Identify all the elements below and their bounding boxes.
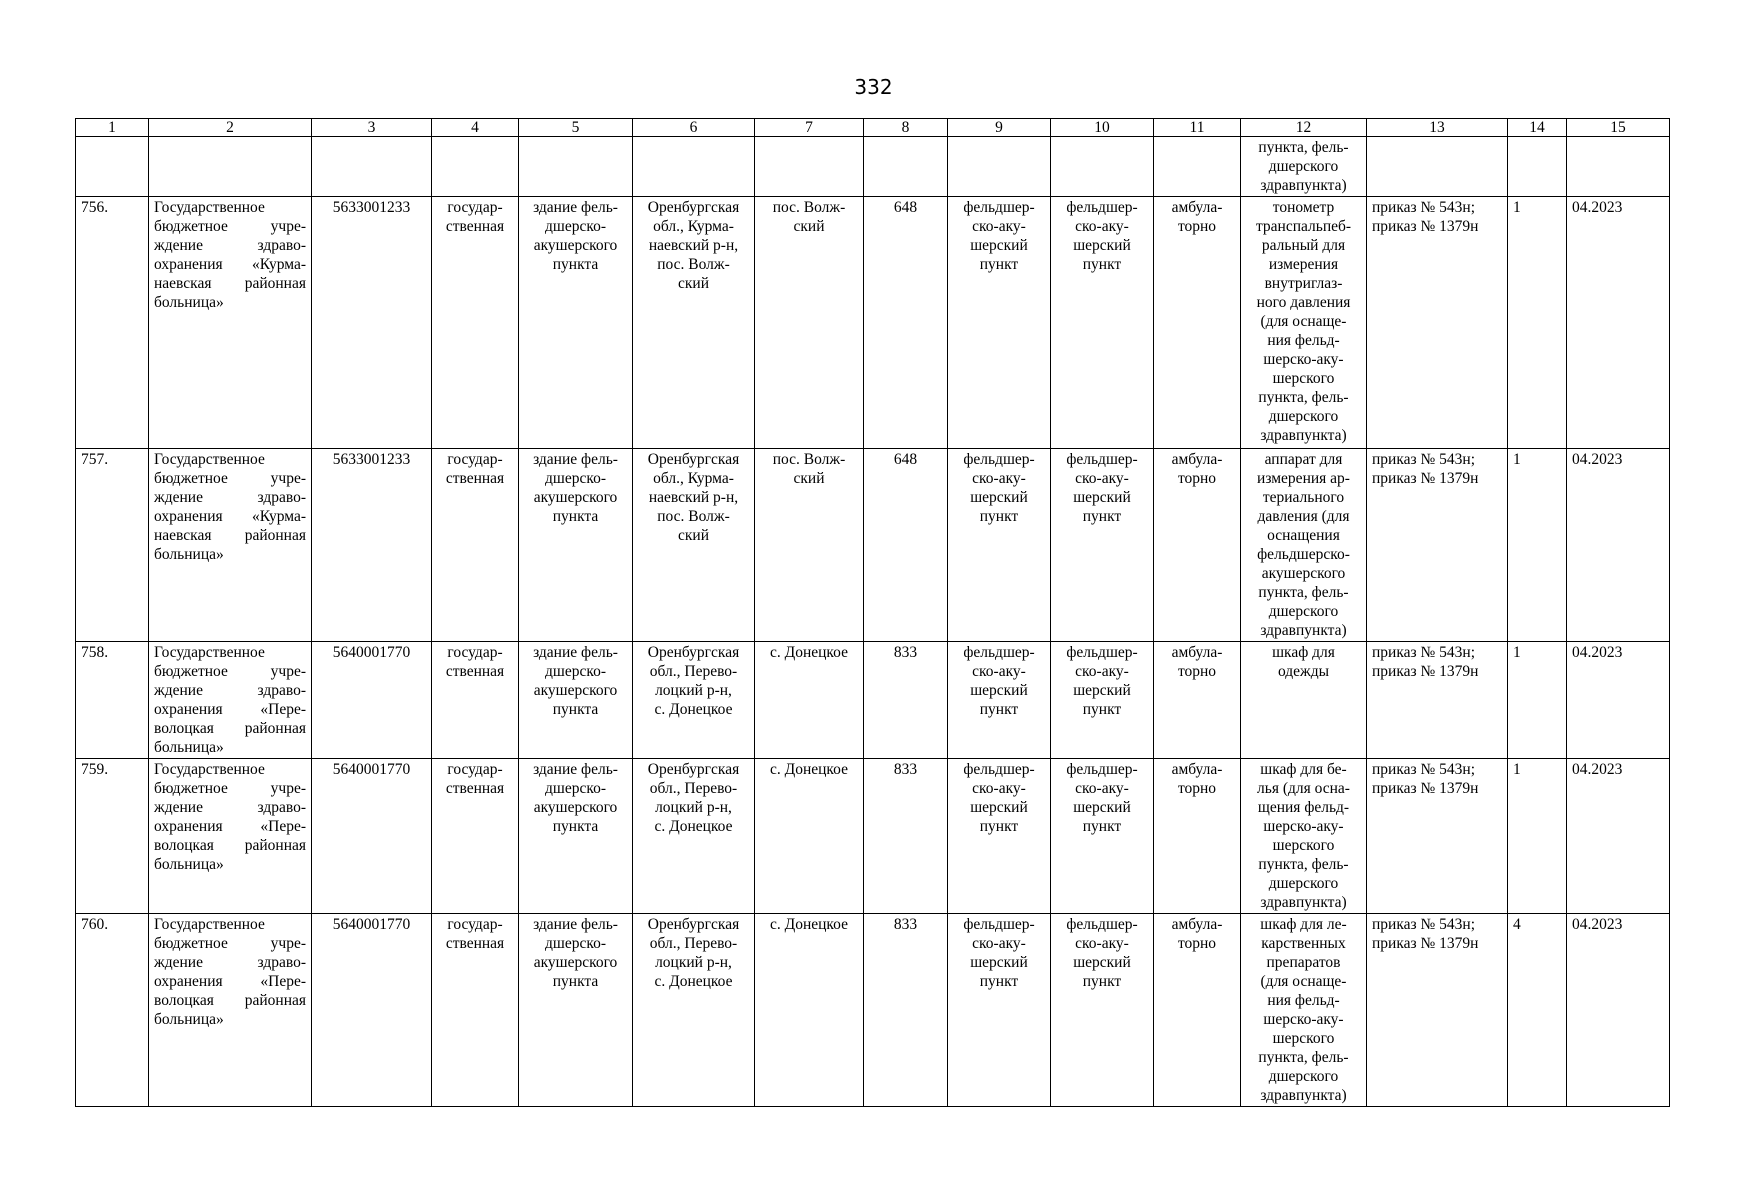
- organization-cell: Государственное бюджетное учре-ждение здраво-охранения «Пере-волоцкая районная больница»: [149, 642, 312, 759]
- row-number-cell: 758.: [76, 642, 149, 759]
- table-cell: [149, 137, 312, 197]
- ownership-cell: государ- ственная: [432, 642, 519, 759]
- facility-type-cell: фельдшер- ско-аку- шерский пункт: [948, 642, 1051, 759]
- column-number-row: [76, 119, 1670, 137]
- table-row: [76, 449, 1670, 642]
- care-mode-cell: амбула- торно: [1154, 759, 1241, 914]
- code-cell: 648: [864, 449, 948, 642]
- order-cell: приказ № 543н; приказ № 1379н: [1367, 642, 1508, 759]
- facility-type-cell: фельдшер- ско-аку- шерский пункт: [948, 914, 1051, 1107]
- table-cell: [1367, 137, 1508, 197]
- care-mode-cell: амбула- торно: [1154, 197, 1241, 449]
- quantity-cell: 1: [1508, 197, 1567, 449]
- building-cell: здание фель- дшерско- акушерского пункта: [519, 449, 633, 642]
- quantity-cell: 1: [1508, 759, 1567, 914]
- column-number: 1: [76, 119, 149, 137]
- building-cell: здание фель- дшерско- акушерского пункта: [519, 197, 633, 449]
- unit-type-cell: фельдшер- ско-аку- шерский пункт: [1051, 642, 1154, 759]
- table-cell: [1051, 137, 1154, 197]
- care-mode-cell: амбула- торно: [1154, 642, 1241, 759]
- quantity-cell: 1: [1508, 642, 1567, 759]
- locality-cell: пос. Волж- ский: [755, 197, 864, 449]
- locality-cell: пос. Волж- ский: [755, 449, 864, 642]
- inn-cell: 5640001770: [312, 914, 432, 1107]
- date-cell: 04.2023: [1567, 449, 1670, 642]
- inn-cell: 5640001770: [312, 642, 432, 759]
- continuation-equipment-cell: пункта, фель- дшерского здравпункта): [1241, 137, 1367, 197]
- date-cell: 04.2023: [1567, 642, 1670, 759]
- equipment-cell: аппарат для измерения ар- териального давления (для оснащения фельдшерско- акушерского пункта, фель- дшерского здравпункта): [1241, 449, 1367, 642]
- column-number: 9: [948, 119, 1051, 137]
- column-number: 14: [1508, 119, 1567, 137]
- address-cell: Оренбургская обл., Перево- лоцкий р-н, с. Донецкое: [633, 759, 755, 914]
- equipment-table: [75, 118, 1670, 1107]
- building-cell: здание фель- дшерско- акушерского пункта: [519, 642, 633, 759]
- locality-cell: с. Донецкое: [755, 759, 864, 914]
- ownership-cell: государ- ственная: [432, 449, 519, 642]
- facility-type-cell: фельдшер- ско-аку- шерский пункт: [948, 449, 1051, 642]
- document-table-wrapper: [75, 118, 1670, 1107]
- address-cell: Оренбургская обл., Курма- наевский р-н, пос. Волж- ский: [633, 197, 755, 449]
- column-number: 10: [1051, 119, 1154, 137]
- address-cell: Оренбургская обл., Перево- лоцкий р-н, с. Донецкое: [633, 642, 755, 759]
- continuation-row: [76, 137, 1670, 197]
- table-body: [76, 197, 1670, 1107]
- table-cell: [864, 137, 948, 197]
- quantity-cell: 4: [1508, 914, 1567, 1107]
- ownership-cell: государ- ственная: [432, 759, 519, 914]
- column-number: 5: [519, 119, 633, 137]
- ownership-cell: государ- ственная: [432, 197, 519, 449]
- table-cell: [432, 137, 519, 197]
- row-number-cell: 757.: [76, 449, 149, 642]
- order-cell: приказ № 543н; приказ № 1379н: [1367, 914, 1508, 1107]
- unit-type-cell: фельдшер- ско-аку- шерский пункт: [1051, 914, 1154, 1107]
- code-cell: 833: [864, 914, 948, 1107]
- organization-cell: Государственное бюджетное учре-ждение здраво-охранения «Курма-наевская районная больница»: [149, 197, 312, 449]
- column-number: 6: [633, 119, 755, 137]
- code-cell: 833: [864, 759, 948, 914]
- column-number: 15: [1567, 119, 1670, 137]
- order-cell: приказ № 543н; приказ № 1379н: [1367, 197, 1508, 449]
- table-cell: [312, 137, 432, 197]
- table-row: [76, 197, 1670, 449]
- care-mode-cell: амбула- торно: [1154, 914, 1241, 1107]
- equipment-cell: шкаф для бе- лья (для осна- щения фельд- шерско-аку- шерского пункта, фель- дшерского здравпункта): [1241, 759, 1367, 914]
- table-cell: [519, 137, 633, 197]
- table-cell: [1508, 137, 1567, 197]
- column-number: 3: [312, 119, 432, 137]
- building-cell: здание фель- дшерско- акушерского пункта: [519, 914, 633, 1107]
- locality-cell: с. Донецкое: [755, 642, 864, 759]
- column-number: 13: [1367, 119, 1508, 137]
- equipment-cell: шкаф для ле- карственных препаратов (для оснаще- ния фельд- шерско-аку- шерского пункта, фель- дшерского здравпункта): [1241, 914, 1367, 1107]
- column-number: 12: [1241, 119, 1367, 137]
- ownership-cell: государ- ственная: [432, 914, 519, 1107]
- building-cell: здание фель- дшерско- акушерского пункта: [519, 759, 633, 914]
- equipment-cell: тонометр транспальпеб- ральный для измерения внутриглаз- ного давления (для оснаще- ния фельд- шерско-аку- шерского пункта, фель- дшерского здравпункта): [1241, 197, 1367, 449]
- column-number: 7: [755, 119, 864, 137]
- row-number-cell: 759.: [76, 759, 149, 914]
- organization-cell: Государственное бюджетное учре-ждение здраво-охранения «Пере-волоцкая районная больница»: [149, 759, 312, 914]
- table-cell: [948, 137, 1051, 197]
- address-cell: Оренбургская обл., Перево- лоцкий р-н, с. Донецкое: [633, 914, 755, 1107]
- table-cell: [755, 137, 864, 197]
- column-number: 2: [149, 119, 312, 137]
- unit-type-cell: фельдшер- ско-аку- шерский пункт: [1051, 759, 1154, 914]
- row-number-cell: 756.: [76, 197, 149, 449]
- code-cell: 648: [864, 197, 948, 449]
- unit-type-cell: фельдшер- ско-аку- шерский пункт: [1051, 449, 1154, 642]
- row-number-cell: 760.: [76, 914, 149, 1107]
- date-cell: 04.2023: [1567, 914, 1670, 1107]
- table-row: [76, 914, 1670, 1107]
- table-cell: [76, 137, 149, 197]
- facility-type-cell: фельдшер- ско-аку- шерский пункт: [948, 759, 1051, 914]
- organization-cell: Государственное бюджетное учре-ждение здраво-охранения «Курма-наевская районная больница»: [149, 449, 312, 642]
- code-cell: 833: [864, 642, 948, 759]
- equipment-cell: шкаф для одежды: [1241, 642, 1367, 759]
- unit-type-cell: фельдшер- ско-аку- шерский пункт: [1051, 197, 1154, 449]
- column-number: 11: [1154, 119, 1241, 137]
- care-mode-cell: амбула- торно: [1154, 449, 1241, 642]
- organization-cell: Государственное бюджетное учре-ждение здраво-охранения «Пере-волоцкая районная больница»: [149, 914, 312, 1107]
- date-cell: 04.2023: [1567, 759, 1670, 914]
- table-cell: [1154, 137, 1241, 197]
- quantity-cell: 1: [1508, 449, 1567, 642]
- table-row: [76, 642, 1670, 759]
- inn-cell: 5633001233: [312, 197, 432, 449]
- facility-type-cell: фельдшер- ско-аку- шерский пункт: [948, 197, 1051, 449]
- page-number: 332: [854, 75, 893, 99]
- locality-cell: с. Донецкое: [755, 914, 864, 1107]
- address-cell: Оренбургская обл., Курма- наевский р-н, пос. Волж- ский: [633, 449, 755, 642]
- column-number: 8: [864, 119, 948, 137]
- inn-cell: 5640001770: [312, 759, 432, 914]
- table-cell: [1567, 137, 1670, 197]
- order-cell: приказ № 543н; приказ № 1379н: [1367, 759, 1508, 914]
- table-row: [76, 759, 1670, 914]
- column-number: 4: [432, 119, 519, 137]
- order-cell: приказ № 543н; приказ № 1379н: [1367, 449, 1508, 642]
- date-cell: 04.2023: [1567, 197, 1670, 449]
- table-cell: [633, 137, 755, 197]
- inn-cell: 5633001233: [312, 449, 432, 642]
